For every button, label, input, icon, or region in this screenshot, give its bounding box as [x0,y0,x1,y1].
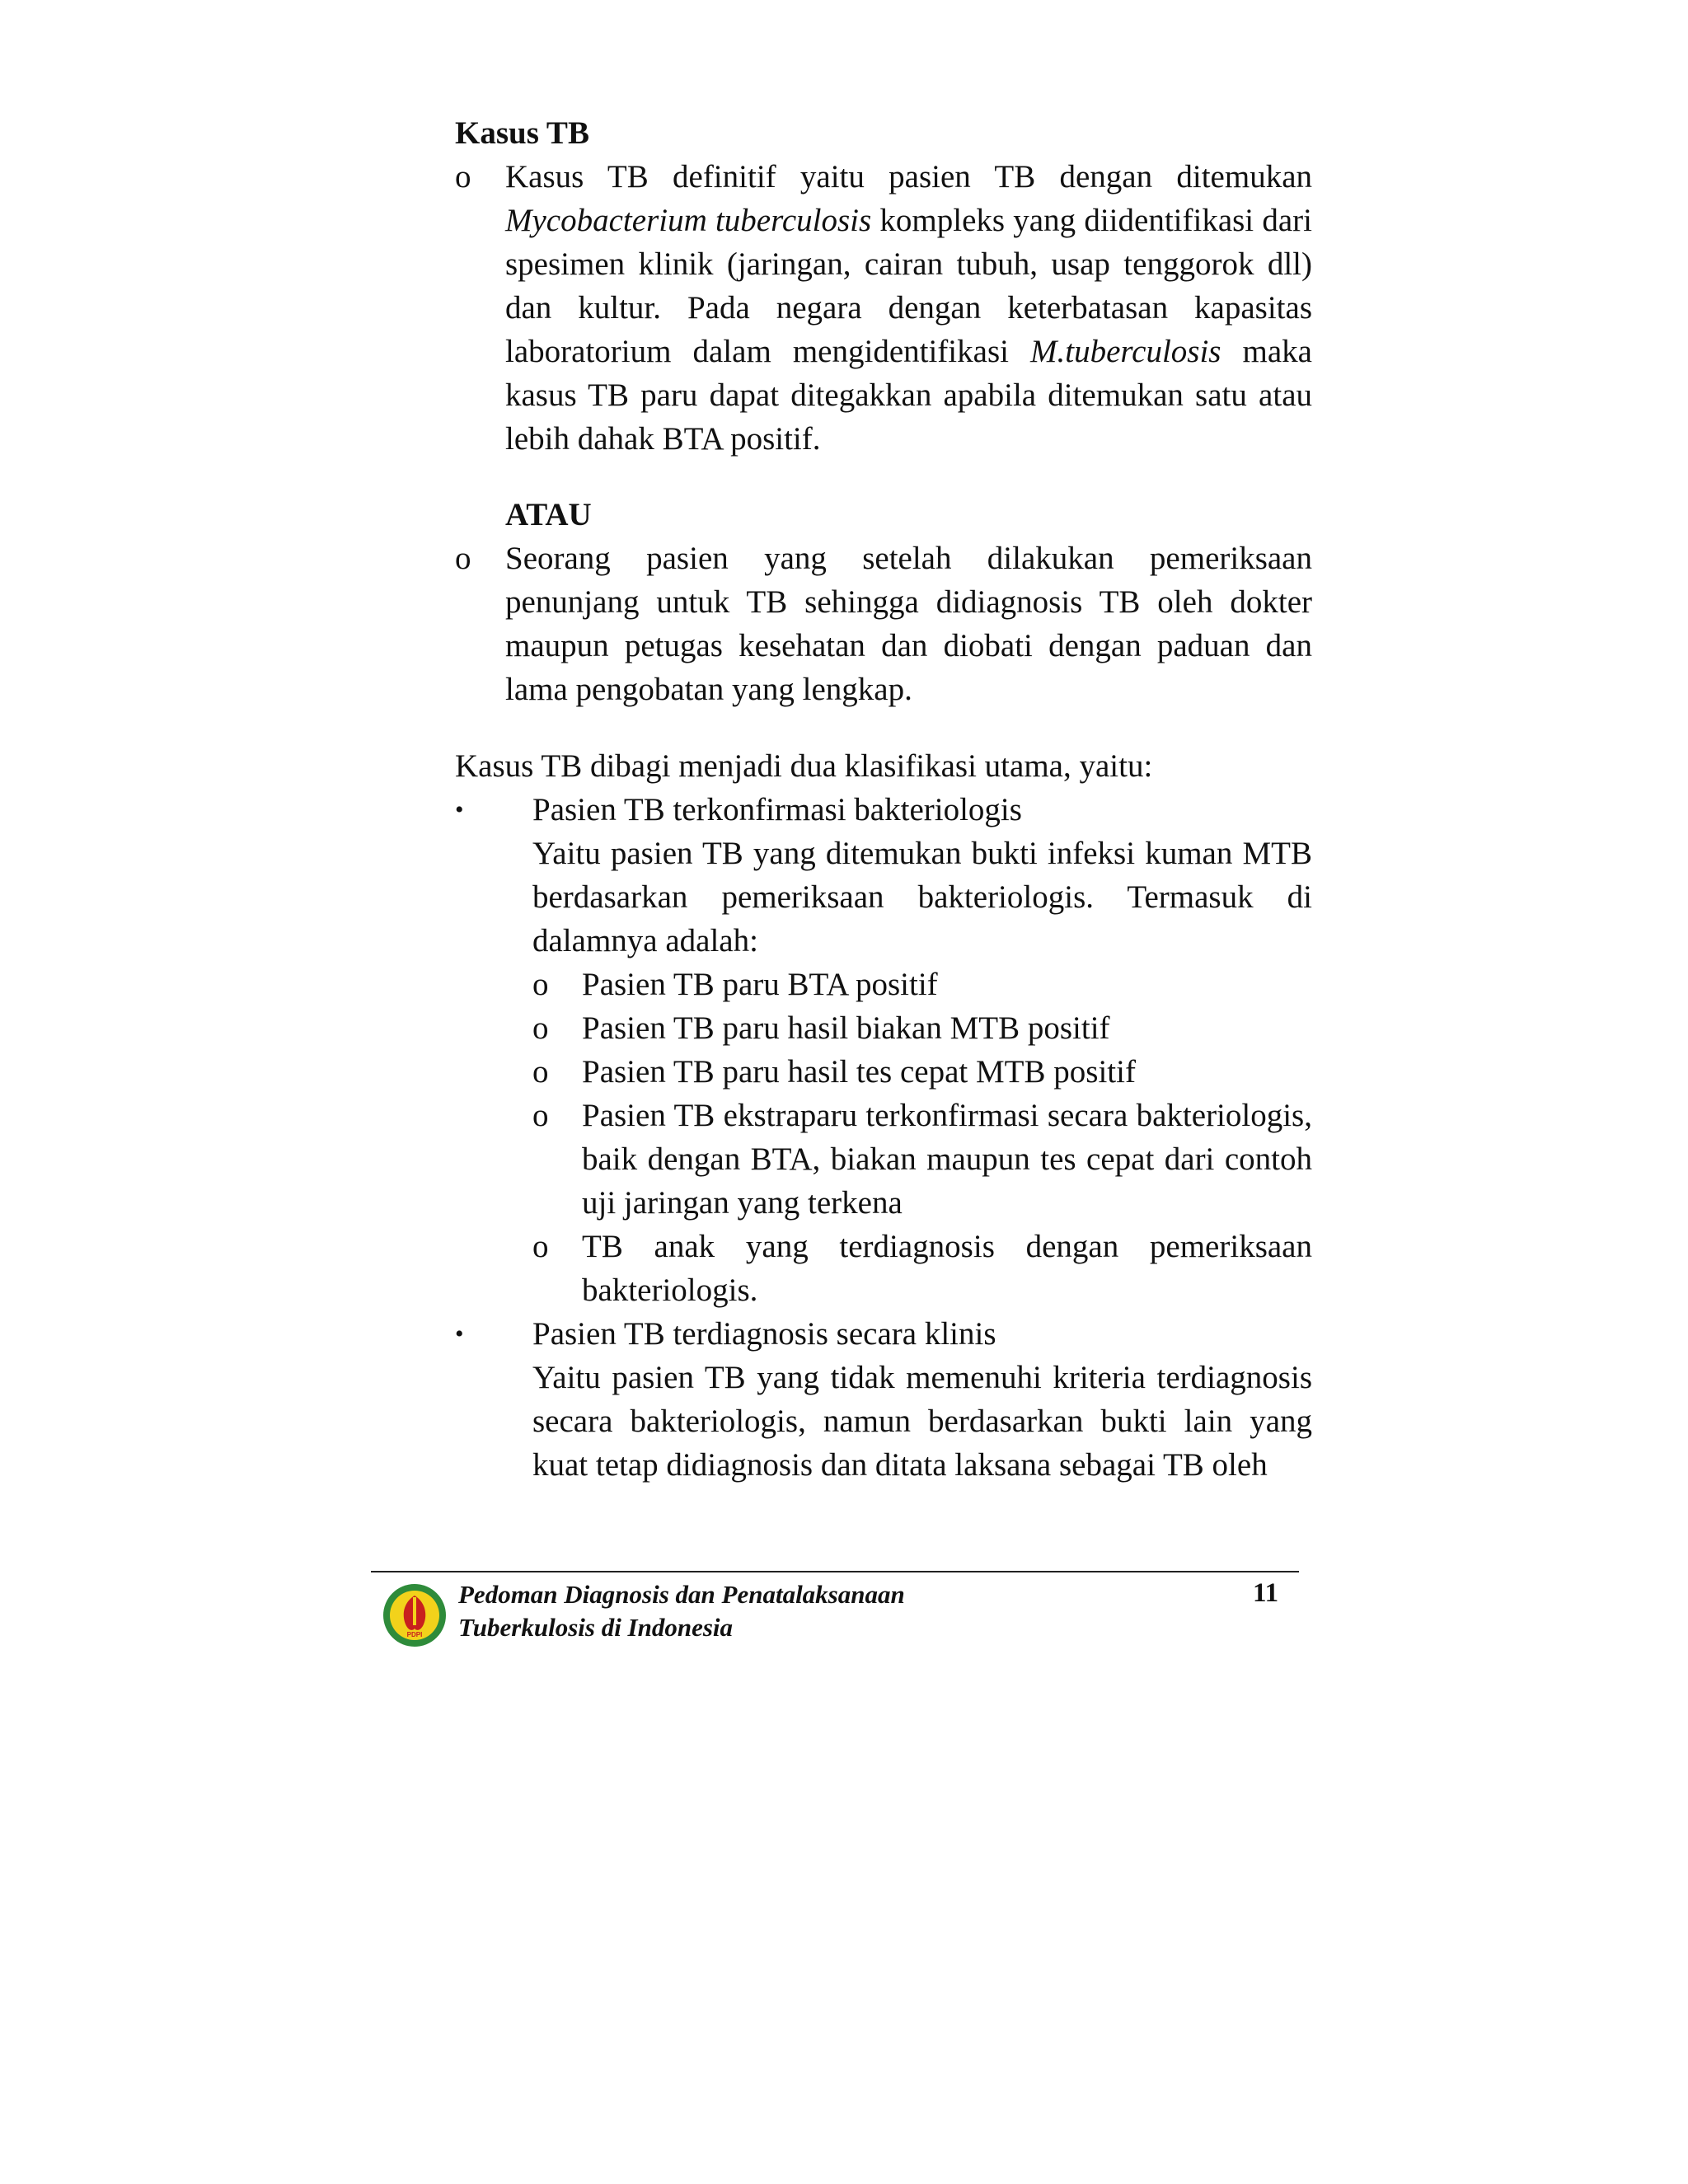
list-marker: o [455,159,471,194]
definition-text: Seorang pasien yang setelah dilakukan pemeriksaan penunjang untuk TB sehingga didiagnosis TB oleh dokter maupun petugas kesehatan dan diobati dengan paduan dan lama pengobatan yang lengkap. [505,541,1312,707]
sub-item-text: TB anak yang terdiagnosis dengan pemeriksaan bakteriologis. [582,1229,1312,1308]
sub-item [532,1006,1312,1050]
footer-title-line: Pedoman Diagnosis dan Penatalaksanaan [458,1580,905,1609]
group-title: Pasien TB terkonfirmasi bakteriologis [532,792,1022,827]
definition-item-definitive [455,155,1312,461]
list-marker: o [532,1098,549,1133]
group-title: Pasien TB terdiagnosis secara klinis [532,1316,996,1352]
list-marker: o [532,1010,549,1046]
footer-book-title [458,1578,905,1644]
group-description: Yaitu pasien TB yang ditemukan bukti infeksi kuman MTB berdasarkan pemeriksaan bakteriologis. Termasuk di dalamnya adalah: [532,836,1312,958]
sub-item [532,1094,1312,1225]
group-description: Yaitu pasien TB yang tidak memenuhi kriteria terdiagnosis secara bakteriologis, namun berdasarkan bukti lain yang kuat tetap didiagnosis dan ditata laksana sebagai TB oleh [532,1360,1312,1483]
sub-item-text: Pasien TB paru hasil tes cepat MTB positif [582,1054,1136,1090]
sub-item [532,1050,1312,1094]
footer-title-line: Tuberkulosis di Indonesia [458,1613,734,1642]
definition-text [505,155,1312,461]
text-run: kompleks yang diidentifikasi dari spesimen klinik (jaringan, cairan tubuh, usap tenggorok dll) dan kultur. Pada negara dengan keterbatasan kapasitas laboratorium dalam mengidentifikasi [505,203,1312,369]
emblem-staff [413,1597,416,1625]
list-marker: o [532,1054,549,1090]
sub-item-text: Pasien TB ekstraparu terkonfirmasi secara bakteriologis, baik dengan BTA, biakan maupun tes cepat dari contoh uji jaringan yang terkena [582,1098,1312,1221]
list-marker: o [532,967,549,1002]
text-run: Kasus TB definitif yaitu pasien TB dengan ditemukan [505,159,1312,194]
or-separator: ATAU [505,497,592,532]
pdpi-logo-icon [382,1582,448,1648]
classification-group-bacteriological [455,788,1312,1312]
page-number: 11 [1253,1578,1279,1608]
bullet-icon: • [455,1320,464,1347]
page-body [455,111,1312,1487]
species-name: Mycobacterium tuberculosis [505,203,872,238]
list-marker: o [455,541,471,576]
sub-item [532,963,1312,1006]
sub-item-text: Pasien TB paru BTA positif [582,967,938,1002]
sub-item [532,1225,1312,1312]
logo-text: PDPI [406,1631,423,1638]
footer-divider [371,1571,1299,1572]
species-name: M.tuberculosis [1030,334,1221,369]
classification-group-clinical [455,1312,1312,1487]
bullet-icon: • [455,796,464,823]
sub-item-text: Pasien TB paru hasil biakan MTB positif [582,1010,1110,1046]
classification-intro: Kasus TB dibagi menjadi dua klasifikasi utama, yaitu: [455,748,1153,784]
text-run: maka kasus TB paru dapat ditegakkan apabila ditemukan satu atau lebih dahak BTA positif. [505,334,1312,457]
section-heading: Kasus TB [455,115,589,151]
list-marker: o [532,1229,549,1264]
definition-item-clinical [455,537,1312,711]
